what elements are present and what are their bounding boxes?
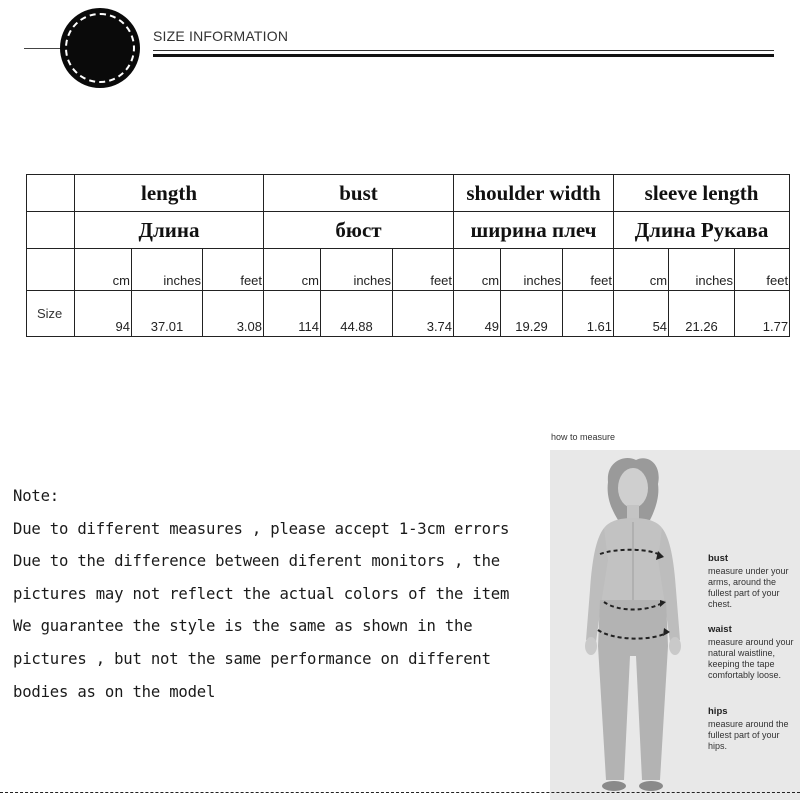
table-corner-cell xyxy=(27,249,75,291)
unit-cell: inches xyxy=(132,249,203,291)
value-length-feet: 3.08 xyxy=(203,291,264,337)
measure-waist-label: waist xyxy=(708,624,732,635)
unit-cell: inches xyxy=(321,249,393,291)
table-header-row-ru xyxy=(27,212,790,249)
header-left-rule xyxy=(24,48,62,49)
header-bust-ru: бюст xyxy=(264,212,454,249)
measure-waist xyxy=(708,624,798,681)
row-label-size: Size xyxy=(27,291,75,337)
measure-waist-desc: measure around your natural waistline, keeping the tape comfortably loose. xyxy=(708,637,794,680)
measure-hips-desc: measure around the fullest part of your hips. xyxy=(708,719,789,751)
value-sleeve-cm: 54 xyxy=(614,291,669,337)
value-shoulder-cm: 49 xyxy=(454,291,501,337)
how-to-measure-title: how to measure xyxy=(551,432,616,442)
value-shoulder-inches: 19.29 xyxy=(501,291,563,337)
header-length-en: length xyxy=(75,175,264,212)
note-line: We guarantee the style is the same as shown in the xyxy=(13,617,473,636)
value-shoulder-feet: 1.61 xyxy=(563,291,614,337)
header-rule-thin xyxy=(153,50,774,51)
note-line: bodies as on the model xyxy=(13,682,216,701)
note-line: pictures may not reflect the actual colors of the item xyxy=(13,584,510,603)
measure-bust-desc: measure under your arms, around the fullest part of your chest. xyxy=(708,566,789,609)
unit-cell: feet xyxy=(203,249,264,291)
unit-cell: cm xyxy=(75,249,132,291)
note-line: pictures , but not the same performance on different xyxy=(13,649,491,668)
measure-bust xyxy=(708,553,798,610)
table-units-row xyxy=(27,249,790,291)
value-length-inches: 37.01 xyxy=(132,291,203,337)
size-table xyxy=(26,174,790,337)
value-bust-feet: 3.74 xyxy=(393,291,454,337)
unit-cell: feet xyxy=(393,249,454,291)
value-sleeve-feet: 1.77 xyxy=(735,291,790,337)
table-corner-cell xyxy=(27,212,75,249)
table-corner-cell xyxy=(27,175,75,212)
unit-cell: feet xyxy=(735,249,790,291)
header-logo-circle xyxy=(60,8,140,88)
note-line: Due to different measures , please accept 1-3cm errors xyxy=(13,519,510,538)
measure-bust-label: bust xyxy=(708,553,729,564)
header-shoulder-width-en: shoulder width xyxy=(454,175,614,212)
measure-hips xyxy=(708,706,798,752)
bottom-dashed-rule xyxy=(0,792,800,793)
header-shoulder-width-ru: ширина плеч xyxy=(454,212,614,249)
unit-cell: cm xyxy=(264,249,321,291)
note-block xyxy=(13,480,553,708)
measure-hips-label: hips xyxy=(708,706,728,717)
unit-cell: inches xyxy=(501,249,563,291)
note-line: Due to the difference between diferent monitors , the xyxy=(13,552,500,571)
header-rule-thick xyxy=(153,54,774,57)
value-bust-inches: 44.88 xyxy=(321,291,393,337)
value-sleeve-inches: 21.26 xyxy=(669,291,735,337)
page-title: SIZE INFORMATION xyxy=(153,28,289,44)
unit-cell: cm xyxy=(454,249,501,291)
how-to-measure-panel xyxy=(550,450,800,800)
header-sleeve-length-en: sleeve length xyxy=(614,175,790,212)
header-bust-en: bust xyxy=(264,175,454,212)
header-sleeve-length-ru: Длина Рукава xyxy=(614,212,790,249)
unit-cell: feet xyxy=(563,249,614,291)
value-bust-cm: 114 xyxy=(264,291,321,337)
note-heading: Note: xyxy=(13,487,59,505)
table-header-row-en xyxy=(27,175,790,212)
value-length-cm: 94 xyxy=(75,291,132,337)
unit-cell: inches xyxy=(669,249,735,291)
header-length-ru: Длина xyxy=(75,212,264,249)
unit-cell: cm xyxy=(614,249,669,291)
table-row xyxy=(27,291,790,337)
